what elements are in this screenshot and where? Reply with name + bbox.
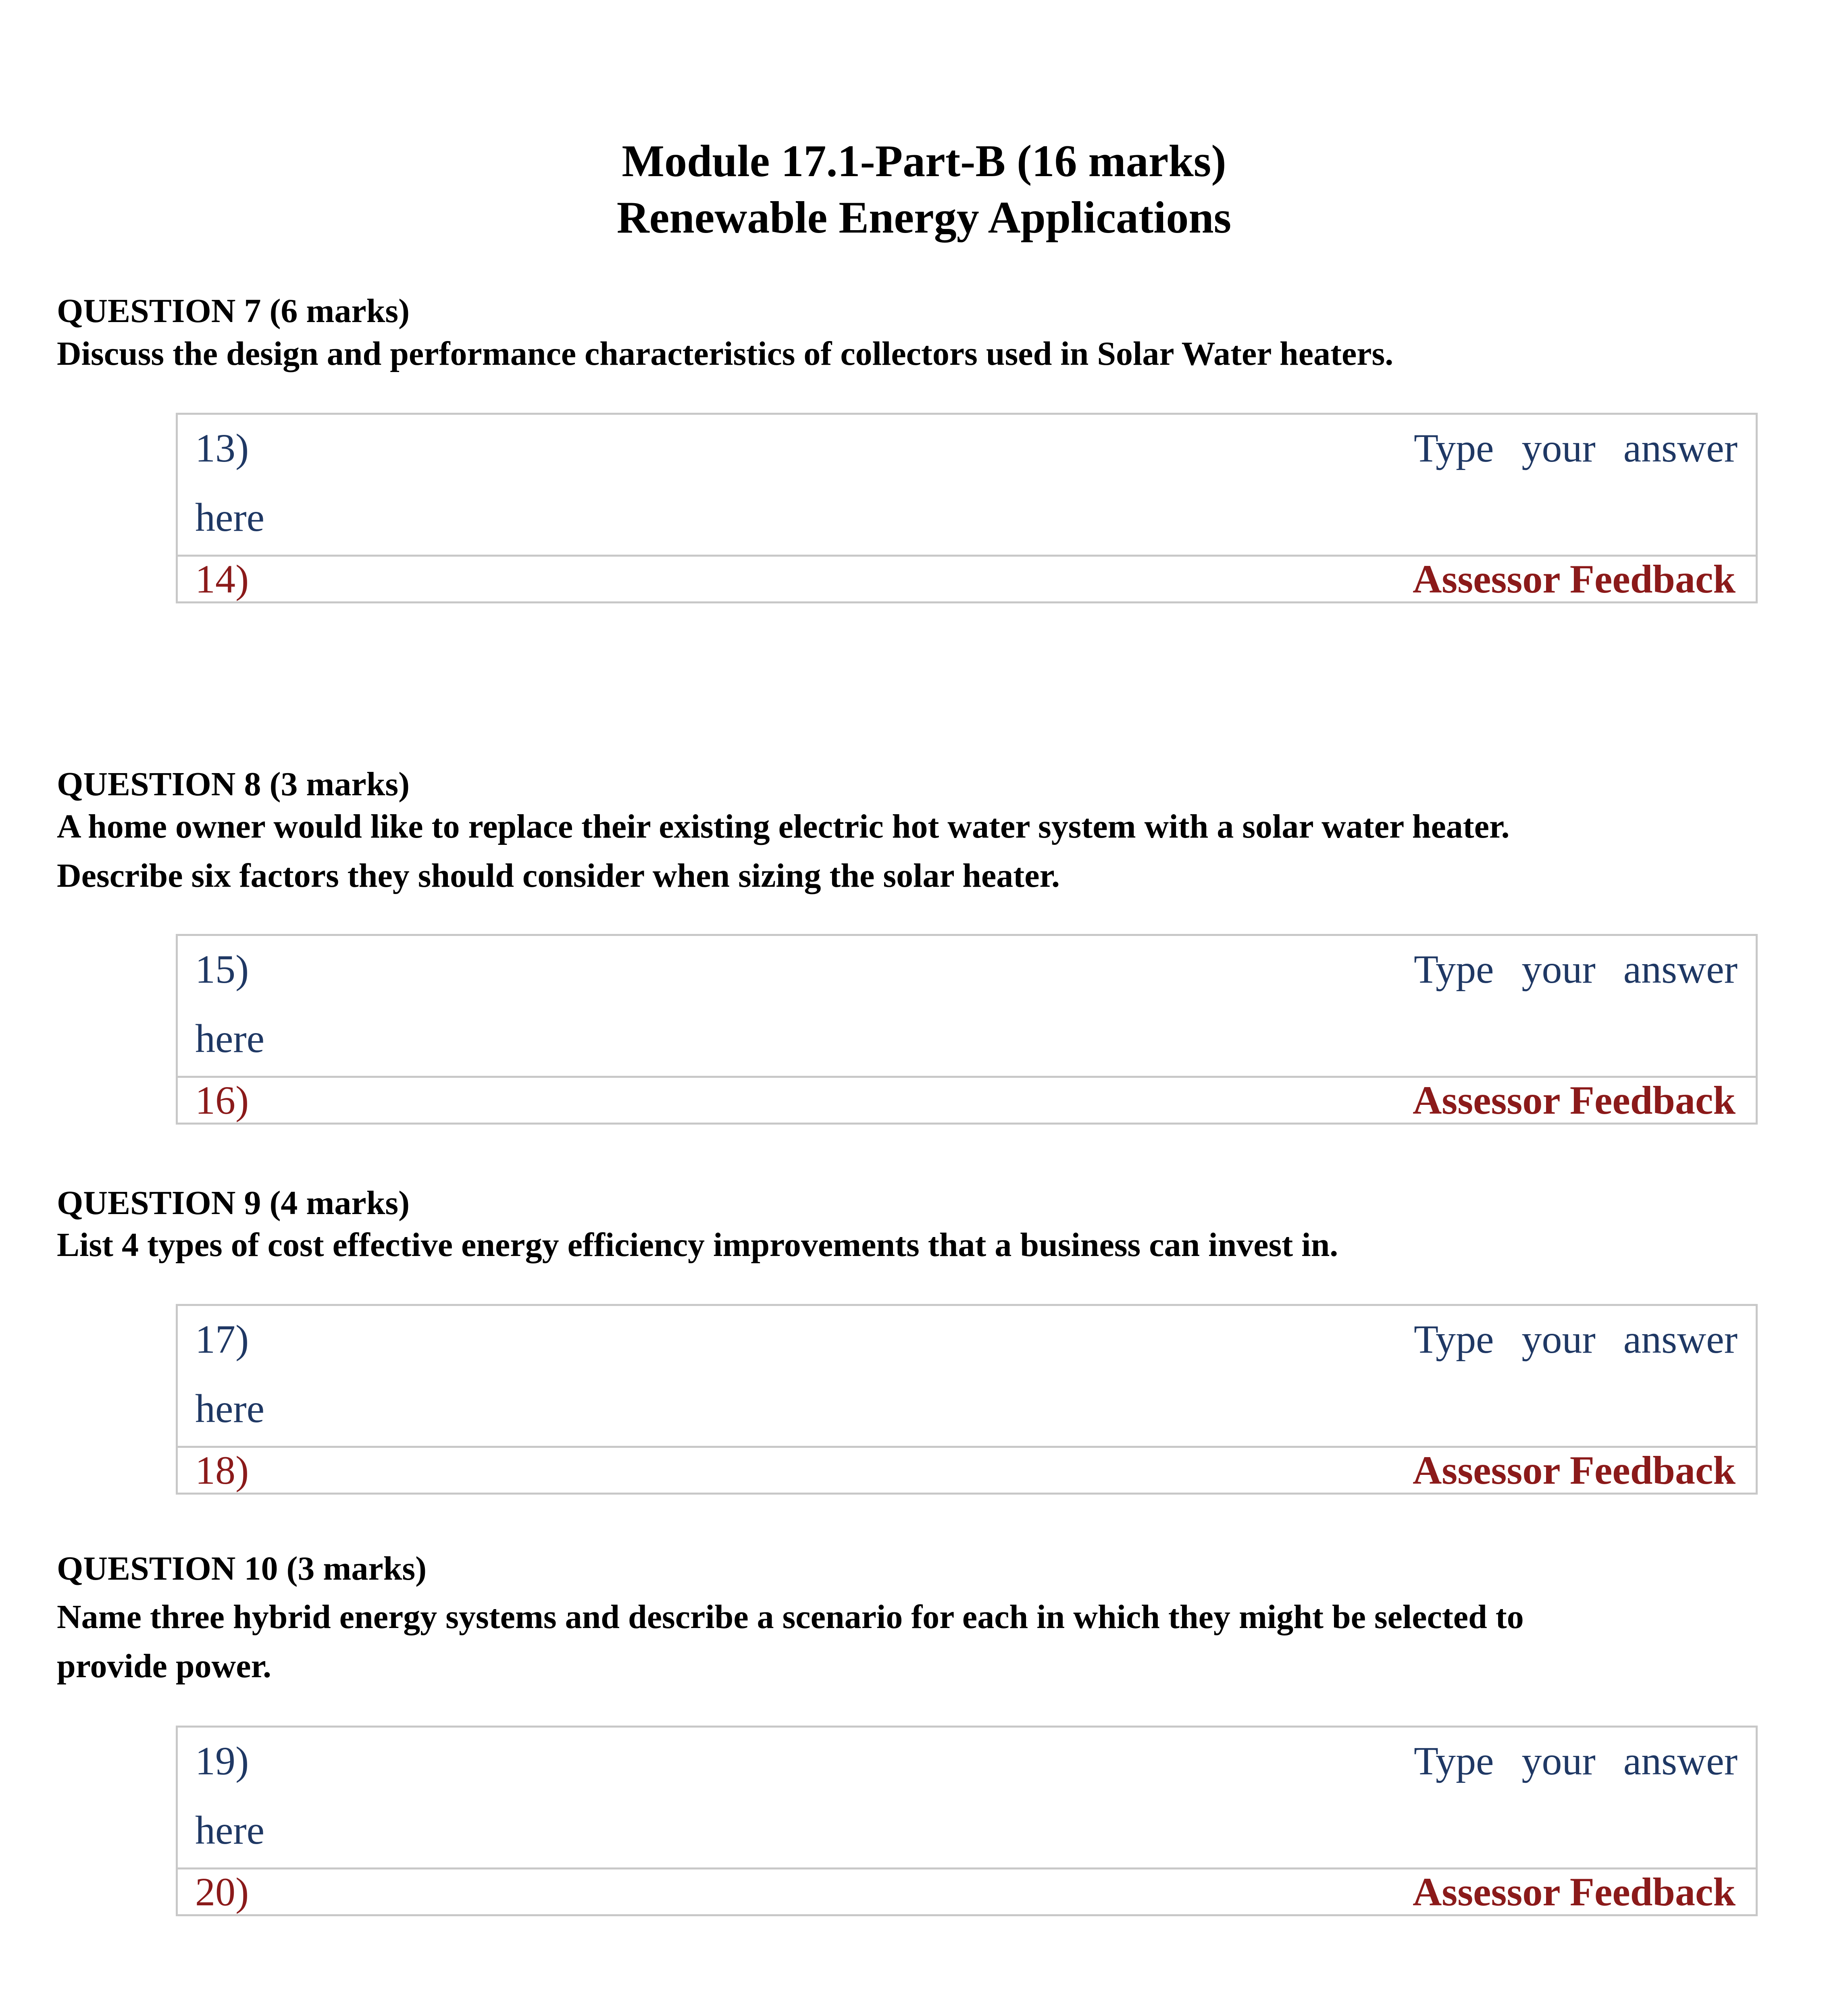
feedback-label: Assessor Feedback [1413,557,1736,601]
question-9-heading: QUESTION 9 (4 marks) [57,1184,410,1222]
answer-placeholder: Type your answer [1414,1738,1738,1783]
answer-number: 15) [195,947,249,992]
feedback-label: Assessor Feedback [1413,1448,1736,1493]
assessor-feedback-field[interactable] [178,557,1756,601]
feedback-number: 20) [195,1869,249,1914]
question-10-heading: QUESTION 10 (3 marks) [57,1550,427,1587]
answer-placeholder-continued: here [195,1016,265,1061]
assessor-feedback-field[interactable] [178,1078,1756,1123]
answer-field[interactable] [178,936,1756,1078]
question-8-answer-table [176,934,1758,1125]
title-line-1: Module 17.1-Part-B (16 marks) [622,136,1226,186]
question-text-line: Name three hybrid energy systems and describe a scenario for each in which they might be selected to [57,1598,1524,1636]
assessor-feedback-field[interactable] [178,1869,1756,1914]
question-text-line: Describe six factors they should consider when sizing the solar heater. [57,857,1060,894]
feedback-label: Assessor Feedback [1413,1078,1736,1123]
answer-number: 17) [195,1317,249,1362]
answer-placeholder: Type your answer [1414,1317,1738,1362]
question-7-text [57,329,1790,378]
answer-placeholder-continued: here [195,495,265,540]
question-9-text [57,1221,1790,1270]
feedback-number: 18) [195,1448,249,1493]
feedback-label: Assessor Feedback [1413,1869,1736,1914]
answer-placeholder-continued: here [195,1808,265,1853]
question-7-heading: QUESTION 7 (6 marks) [57,292,410,330]
question-text-line: List 4 types of cost effective energy efficiency improvements that a business can invest in. [57,1226,1338,1264]
document-title [0,133,1848,246]
feedback-number: 14) [195,557,249,601]
question-text-line: Discuss the design and performance characteristics of collectors used in Solar Water heaters. [57,335,1394,372]
question-9-answer-table [176,1304,1758,1495]
question-8-heading: QUESTION 8 (3 marks) [57,765,410,803]
answer-field[interactable] [178,1306,1756,1448]
question-text-line: A home owner would like to replace their existing electric hot water system with a solar water heater. [57,808,1510,845]
answer-placeholder: Type your answer [1414,947,1738,992]
answer-field[interactable] [178,1728,1756,1869]
feedback-number: 16) [195,1078,249,1123]
question-text-line: provide power. [57,1647,272,1685]
answer-field[interactable] [178,415,1756,557]
answer-placeholder: Type your answer [1414,426,1738,470]
answer-number: 19) [195,1738,249,1783]
question-7-answer-table [176,413,1758,603]
question-10-text [57,1593,1790,1691]
answer-number: 13) [195,426,249,470]
answer-placeholder-continued: here [195,1386,265,1431]
title-line-2: Renewable Energy Applications [616,193,1232,243]
assessor-feedback-field[interactable] [178,1448,1756,1493]
question-8-text [57,802,1790,900]
question-10-answer-table [176,1726,1758,1916]
